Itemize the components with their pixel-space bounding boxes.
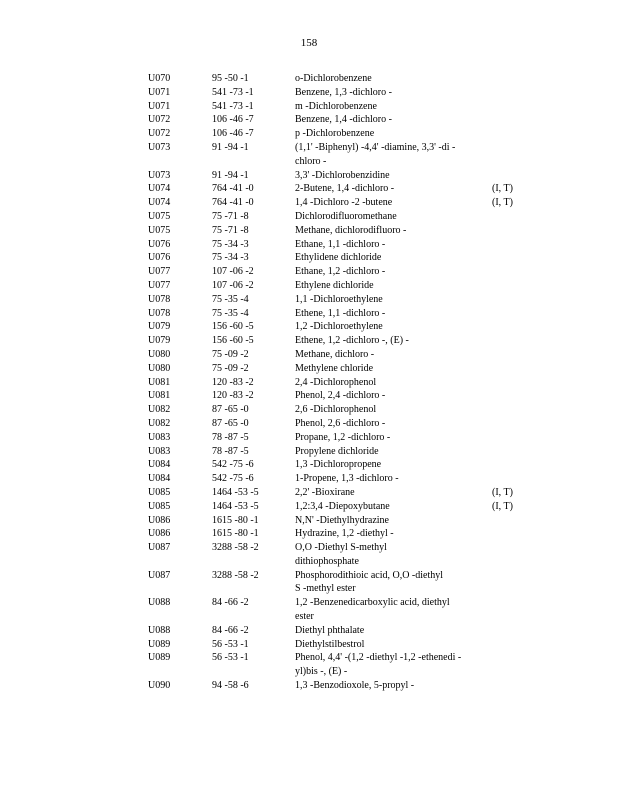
substance-name: o-Dichlorobenzene [295,73,372,84]
waste-code: U078 [148,307,171,319]
waste-code: U083 [148,431,171,443]
cas-number: 542 -75 -6 [212,459,254,471]
substance-name: m -Dichlorobenzene [295,100,377,112]
cas-number: 75 -35 -4 [212,307,249,319]
substance-name: Phenol, 2,4 -dichloro - [295,390,386,402]
waste-code: U087 [148,542,171,554]
table-row [148,403,528,417]
hazard-code: (I, T) [492,183,513,195]
substance-name: Ethene, 1,1 -dichloro - [295,307,386,319]
substance-name: 1-Propene, 1,3 -dichloro - [295,473,399,485]
cas-number: 75 -71 -8 [212,224,249,236]
substance-name: Benzene, 1,4 -dichloro - [295,114,392,126]
table-row [148,458,528,472]
substance-name: (1,1' -Biphenyl) -4,4' -diamine, 3,3' -di - chloro - [295,141,456,167]
table-row [148,224,528,238]
waste-code: U085 [148,500,171,512]
cas-number: 75 -71 -8 [212,210,249,222]
cas-number: 87 -65 -0 [212,417,249,429]
waste-code: U086 [148,514,171,526]
waste-code: U073 [148,141,171,153]
table-row [148,624,528,638]
cas-number: 95 -50 -1 [212,73,249,84]
waste-code: U087 [148,569,171,581]
table-row [148,279,528,293]
table-row [148,127,528,141]
table-row [148,445,528,459]
substance-name: 3,3' -Dichlorobenzidine [295,169,390,181]
table-row [148,196,528,210]
cas-number: 78 -87 -5 [212,431,249,443]
waste-code: U084 [148,473,171,485]
table-row [148,376,528,390]
substance-name: 2,6 -Dichlorophenol [295,404,377,416]
cas-number: 75 -34 -3 [212,252,249,264]
cas-number: 156 -60 -5 [212,335,254,347]
table-row [148,210,528,224]
table-row [148,541,528,569]
waste-code: U075 [148,224,171,236]
table-row [148,334,528,348]
cas-number: 156 -60 -5 [212,321,254,333]
cas-number: 56 -53 -1 [212,638,249,650]
table-row [148,182,528,196]
substance-name: 2,4 -Dichlorophenol [295,376,377,388]
substance-name: 1,2 -Dichloroethylene [295,321,383,333]
cas-number: 84 -66 -2 [212,597,249,609]
cas-number: 91 -94 -1 [212,141,249,153]
substance-name: Diethylstilbestrol [295,638,365,650]
table-row [148,638,528,652]
substance-name: 1,1 -Dichloroethylene [295,293,383,305]
waste-code: U080 [148,348,171,360]
cas-number: 107 -06 -2 [212,266,254,278]
waste-code: U075 [148,210,171,222]
substance-name: Ethane, 1,1 -dichloro - [295,238,386,250]
table-row [148,527,528,541]
substance-name: 1,2:3,4 -Diepoxybutane [295,500,390,512]
page-number: 158 [300,37,318,49]
cas-number: 84 -66 -2 [212,624,249,636]
cas-number: 120 -83 -2 [212,390,254,402]
waste-code: U078 [148,293,171,305]
substance-name: Ethylidene dichloride [295,252,382,264]
substance-name: N,N' -Diethylhydrazine [295,514,389,526]
substance-name: Dichlorodifluoromethane [295,210,397,222]
table-row [148,251,528,265]
substance-name: 1,2 -Benzenedicarboxylic acid, diethyl ester [295,597,450,623]
waste-code: U088 [148,597,171,609]
cas-number: 1464 -53 -5 [212,500,259,512]
cas-number: 120 -83 -2 [212,376,254,388]
table-row [148,293,528,307]
table-row [148,72,528,86]
cas-number: 106 -46 -7 [212,128,254,140]
table-row [148,307,528,321]
table-row [148,472,528,486]
table-row [148,100,528,114]
table-row [148,417,528,431]
waste-code: U086 [148,528,171,540]
waste-code: U082 [148,404,171,416]
waste-code: U079 [148,335,171,347]
table-row [148,514,528,528]
substance-name: 1,4 -Dichloro -2 -butene [295,197,393,209]
substance-name: Phenol, 4,4' -(1,2 -diethyl -1,2 -ethenedi - yl)bis -, (E) - [295,652,462,678]
cas-number: 1464 -53 -5 [212,486,259,498]
cas-number: 1615 -80 -1 [212,514,259,526]
waste-code: U073 [148,169,171,181]
cas-number: 56 -53 -1 [212,652,249,664]
table-row [148,431,528,445]
cas-number: 1615 -80 -1 [212,528,259,540]
cas-number: 106 -46 -7 [212,114,254,126]
cas-number: 764 -41 -0 [212,197,254,209]
cas-number: 764 -41 -0 [212,183,254,195]
substance-name: Methylene chloride [295,362,374,374]
hazard-code: (I, T) [492,500,513,512]
cas-number: 3288 -58 -2 [212,569,259,581]
cas-number: 91 -94 -1 [212,169,249,181]
waste-code: U081 [148,376,171,388]
table-row [148,141,528,169]
table-row [148,86,528,100]
table-row [148,651,528,679]
table-row [148,113,528,127]
table-row [148,679,528,693]
cas-number: 75 -35 -4 [212,293,249,305]
waste-code: U079 [148,321,171,333]
hazardous-waste-table [148,72,528,693]
waste-code: U072 [148,128,171,140]
substance-name: Benzene, 1,3 -dichloro - [295,86,392,98]
table-row [148,362,528,376]
table-row [148,569,528,597]
waste-code: U071 [148,86,171,98]
waste-code: U083 [148,445,171,457]
cas-number: 541 -73 -1 [212,86,254,98]
cas-number: 107 -06 -2 [212,279,254,291]
waste-code: U077 [148,279,171,291]
substance-name: 1,3 -Benzodioxole, 5-propyl - [295,680,415,692]
table-row [148,265,528,279]
cas-number: 75 -09 -2 [212,362,249,374]
waste-code: U074 [148,183,171,195]
table-row [148,169,528,183]
hazard-code: (I, T) [492,197,513,209]
substance-name: Propane, 1,2 -dichloro - [295,431,391,443]
waste-code: U081 [148,390,171,402]
substance-name: Ethylene dichloride [295,279,374,291]
waste-code: U077 [148,266,171,278]
cas-number: 87 -65 -0 [212,404,249,416]
cas-number: 75 -34 -3 [212,238,249,250]
cas-number: 541 -73 -1 [212,100,254,112]
waste-code: U089 [148,652,171,664]
cas-number: 78 -87 -5 [212,445,249,457]
table-row [148,596,528,624]
substance-name: Ethane, 1,2 -dichloro - [295,266,386,278]
waste-code: U076 [148,238,171,250]
cas-number: 3288 -58 -2 [212,542,259,554]
table-row [148,486,528,500]
cas-number: 542 -75 -6 [212,473,254,485]
table-row [148,348,528,362]
waste-code: U071 [148,100,171,112]
waste-code: U090 [148,680,171,692]
substance-name: p -Dichlorobenzene [295,128,375,140]
substance-name: 1,3 -Dichloropropene [295,459,382,471]
substance-name: Ethene, 1,2 -dichloro -, (E) - [295,335,409,347]
substance-name: Propylene dichloride [295,445,379,457]
hazard-code: (I, T) [492,486,513,498]
waste-code: U088 [148,624,171,636]
substance-name: Hydrazine, 1,2 -diethyl - [295,528,394,540]
table-row [148,500,528,514]
waste-code: U072 [148,114,171,126]
cas-number: 75 -09 -2 [212,348,249,360]
table-row [148,389,528,403]
substance-name: Diethyl phthalate [295,624,365,636]
cas-number: 94 -58 -6 [212,680,249,692]
substance-name: Methane, dichlorodifluoro - [295,224,407,236]
waste-code: U082 [148,417,171,429]
substance-name: 2,2' -Bioxirane [295,486,355,498]
table-row [148,320,528,334]
waste-code: U080 [148,362,171,374]
substance-name: Phenol, 2,6 -dichloro - [295,417,386,429]
substance-name: Phosphorodithioic acid, O,O -diethyl S -methyl ester [295,569,444,595]
waste-code: U070 [148,73,171,84]
substance-name: 2-Butene, 1,4 -dichloro - [295,183,395,195]
waste-code: U089 [148,638,171,650]
substance-name: Methane, dichloro - [295,348,375,360]
waste-code: U085 [148,486,171,498]
substance-name: O,O -Diethyl S-methyl dithiophosphate [295,542,387,567]
table-row [148,238,528,252]
waste-code: U074 [148,197,171,209]
waste-code: U084 [148,459,171,471]
waste-code: U076 [148,252,171,264]
